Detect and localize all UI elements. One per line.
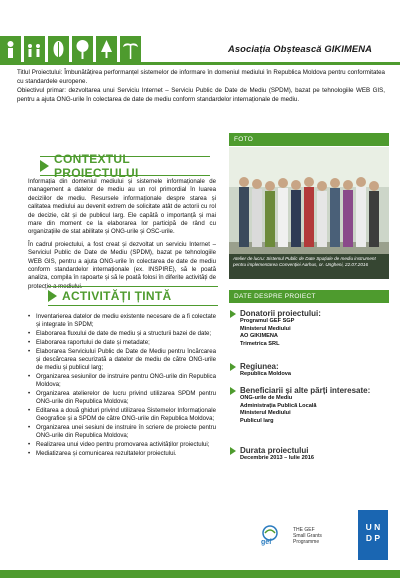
sgp-line: Small Grants bbox=[293, 533, 322, 539]
footer-divider bbox=[0, 570, 400, 578]
beneficiary-item: Administrația Publică Locală bbox=[240, 402, 317, 409]
donor-item: Programul GEF SGP bbox=[240, 318, 295, 324]
beneficiary-item: ONG-urile de Mediu bbox=[240, 395, 293, 401]
organization-name: Asociația Obștească GIKIMENA bbox=[228, 43, 372, 54]
person-icon bbox=[0, 36, 21, 63]
photo-label: FOTO bbox=[229, 133, 389, 146]
leaf-icon bbox=[48, 36, 69, 63]
project-title-text: Titlul Proiectului: Îmbunătățirea performanțel sistemelor de informare în domeniul mediului în Republica Moldova pentru conformitatea cu standardele europene. bbox=[17, 69, 385, 85]
list-item: • Mediatizarea și comunicarea rezultatelor proiectului. bbox=[28, 450, 216, 458]
list-item: • Elaborarea raportului de date și metadate; bbox=[28, 339, 216, 347]
list-item: • Inventarierea datelor de mediu existente necesare de a fi colectate și integrate în SPDM; bbox=[28, 313, 216, 329]
sgp-line: THE GEF bbox=[293, 527, 315, 533]
beneficiary-item: Ministerul Mediului bbox=[240, 410, 291, 417]
list-item: • Editarea a două ghiduri privind utilizarea Sistemelor Informaționale Geografice și a SPDM de către ONG-urile din Republica Moldova; bbox=[28, 407, 216, 423]
figures-icon bbox=[24, 36, 45, 63]
activities-section-header bbox=[48, 286, 218, 306]
donor-item: Trimetrica SRL bbox=[240, 340, 280, 347]
duration-block bbox=[230, 446, 390, 463]
list-item: • Elaborarea Serviciului Public de Date de Mediu pentru încărcarea și descărcarea securizată a datelor de mediu de către ONG-urile de mediu și publicul larg; bbox=[28, 348, 216, 373]
context-paragraph: Informația din domeniul mediului și sistemele informaționale de management a datelor de mediu au un rol primordial în luarea deciziilor de mediu. Resursele informaționale despre starea și calitatea mediului au devenit extrem de solicitate atât de actorii cu rol de decizie, cât și de publicul larg. Ele capătă o importanță și mai mare din moment ce la elaborarea lor participă de rând cu organizațiile de stat abilitate și ONG-urile și OSC-urile. bbox=[28, 178, 216, 236]
list-item: • Organizarea sesiunilor de instruire pentru ONG-urile din Republica Moldova; bbox=[28, 373, 216, 389]
sgp-line: Programme bbox=[293, 539, 320, 545]
duration-title: Durata proiectului bbox=[240, 446, 309, 455]
list-item: • Organizarea atelierelor de lucru privind utilizarea SPDM pentru ONG-urile din Republica Moldova; bbox=[28, 390, 216, 406]
arrow-icon bbox=[230, 447, 236, 455]
arrow-icon bbox=[40, 160, 49, 172]
region-block bbox=[230, 362, 390, 379]
list-item: • Realizarea unui video pentru promovarea activităților proiectului; bbox=[28, 441, 216, 449]
gef-logo bbox=[259, 524, 281, 546]
duration-value: Decembrie 2013 – Iulie 2016 bbox=[240, 455, 315, 461]
activities-title: ACTIVITĂȚI ȚINTĂ bbox=[62, 289, 172, 303]
context-title: CONTEXTUL PROIECTULUI bbox=[54, 152, 139, 180]
tree-icon bbox=[72, 36, 93, 63]
donor-item: Ministerul Mediului bbox=[240, 325, 291, 332]
region-value: Republica Moldova bbox=[240, 371, 291, 377]
project-intro bbox=[17, 69, 385, 105]
beneficiaries-block bbox=[230, 386, 390, 425]
arrow-icon bbox=[230, 387, 236, 395]
donors-title: Donatorii proiectului: bbox=[240, 309, 321, 318]
context-section-header bbox=[40, 152, 210, 180]
donor-item: AO GIKIMENA bbox=[240, 333, 278, 340]
header-tiles bbox=[0, 36, 141, 63]
list-item: • Organizarea unei sesiuni de instruire în scriere de proiecte pentru ONG-urile din Republica Moldova; bbox=[28, 424, 216, 440]
gef-text: gef bbox=[261, 539, 272, 546]
details-label: DATE DESPRE PROIECT bbox=[229, 290, 389, 303]
region-title: Regiunea: bbox=[240, 362, 279, 371]
list-item: • Elaborarea fluxului de date de mediu și a structurii bazei de date; bbox=[28, 330, 216, 338]
arrow-icon bbox=[230, 310, 236, 318]
undp-line: U N bbox=[365, 522, 381, 532]
activities-list bbox=[28, 313, 216, 458]
beneficiary-item: Publicul larg bbox=[240, 417, 274, 424]
arrow-icon bbox=[48, 290, 57, 302]
header-divider bbox=[0, 62, 400, 65]
beneficiaries-title: Beneficiarii și alte părți interesate: bbox=[240, 386, 371, 395]
context-paragraph: În cadrul proiectului, a fost creat și dezvoltat un serviciu Internet – Serviciul Public de Date de Mediu (SPDM), bazat pe tehnologiile WEB GIS, pentru a ajuta ONG-urile în colectarea de date de mediu conform standardelor internaționale (ex. INSPIRE), să le poată analiza, compila în rapoarte și să le poată folosi în diferite activități de protecție a mediului. bbox=[28, 240, 216, 290]
arrow-icon bbox=[230, 363, 236, 371]
context-body bbox=[28, 178, 216, 295]
undp-logo bbox=[358, 510, 388, 560]
sgp-logo bbox=[293, 527, 341, 545]
palm-icon bbox=[120, 36, 141, 63]
donors-block bbox=[230, 309, 390, 348]
primary-objective-text: Obiectivul primar: dezvoltarea unui Serviciu Internet – Serviciu Public de Date de Mediu (SPDM), bazat pe tehnologiile WEB GIS, pentru a ajuta ONG-urile în colectarea de date de mediu conform standardelor internaționale de mediu. bbox=[17, 87, 385, 103]
photo-caption: Atelier de lucru: Sistemul Public de Date Spațiale de mediu instrument pentru implementarea Convenției Aarhus, or. Ungheni, 22.07.2016 bbox=[229, 254, 389, 279]
undp-line: D P bbox=[365, 533, 381, 543]
tree-icon bbox=[96, 36, 117, 63]
